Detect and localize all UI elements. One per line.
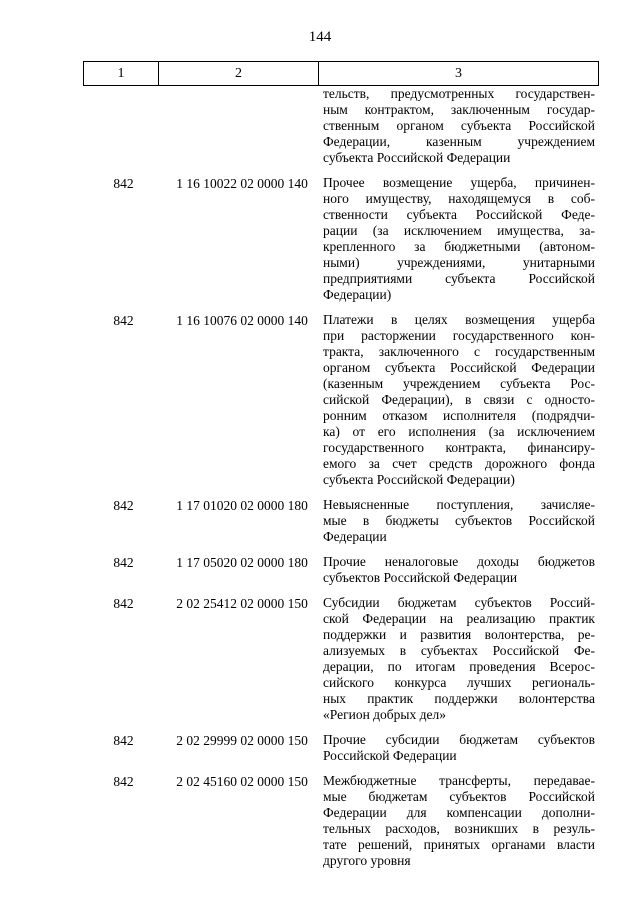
description-line: тельных расходов, возникших в резуль- (323, 821, 595, 836)
description-line: Платежи в целях возмещения ущерба (323, 312, 595, 327)
admin-code-cell: 842 (113, 498, 134, 513)
description-line: ка) от его исполнения (за исключением (323, 424, 595, 439)
description-line: емого за счет средств дорожного фонда (323, 456, 595, 471)
budget-code-cell: 1 17 05020 02 0000 180 (176, 555, 308, 570)
admin-code-cell: 842 (113, 596, 134, 611)
table-header (83, 61, 599, 86)
description-cell (323, 497, 595, 545)
description-line: Прочие субсидии бюджетам субъектов (323, 732, 595, 747)
description-line: ственности субъекта Российской Феде- (323, 207, 595, 222)
column-header-2: 2 (159, 62, 319, 85)
description-line: Российской Федерации (323, 748, 457, 763)
description-line: Межбюджетные трансферты, передавае- (323, 773, 595, 788)
description-line: Невыясненные поступления, зачисляе- (323, 497, 595, 512)
description-line: мые в бюджеты субъектов Российской (323, 513, 595, 528)
description-line: сийского конкурса лучших региональ- (323, 675, 595, 690)
description-line: ской Федерации на реализацию практик (323, 611, 595, 626)
table-row (83, 732, 599, 764)
table-row (83, 86, 599, 166)
table-row (83, 554, 599, 586)
budget-code-cell: 2 02 25412 02 0000 150 (176, 596, 308, 611)
description-line: субъекта Российской Федерации) (323, 472, 515, 487)
description-line: ных практик поддержки волонтерства (323, 691, 595, 706)
budget-code-cell: 2 02 45160 02 0000 150 (176, 774, 308, 789)
admin-code-cell: 842 (113, 176, 134, 191)
table-row (83, 773, 599, 869)
description-line: тракта, заключенного с государственным (323, 344, 595, 359)
description-line: Федерации) (323, 287, 392, 302)
description-line: органом субъекта Российской Федерации (323, 360, 595, 375)
description-line: Прочие неналоговые доходы бюджетов (323, 554, 595, 569)
description-line: ронним отказом исполнителя (подрядчи- (323, 408, 595, 423)
table-row (83, 312, 599, 488)
column-header-1: 1 (84, 62, 159, 85)
description-line: при расторжении государственного кон- (323, 328, 595, 343)
admin-code-cell: 842 (113, 733, 134, 748)
description-line: «Регион добрых дел» (323, 707, 446, 722)
description-line: Субсидии бюджетам субъектов Россий- (323, 595, 595, 610)
description-line: ного имуществу, находящемуся в соб- (323, 191, 595, 206)
table-row (83, 175, 599, 303)
description-line: другого уровня (323, 853, 411, 868)
description-line: ственным органом субъекта Российской (323, 118, 595, 133)
description-line: дерации, по итогам проведения Всерос- (323, 659, 595, 674)
admin-code-cell: 842 (113, 313, 134, 328)
budget-code-cell: 1 17 01020 02 0000 180 (176, 498, 308, 513)
budget-code-cell: 1 16 10076 02 0000 140 (176, 313, 308, 328)
budget-code-cell: 1 16 10022 02 0000 140 (176, 176, 308, 191)
description-line: ными) учреждениями, унитарными (323, 255, 595, 270)
budget-code-cell: 2 02 29999 02 0000 150 (176, 733, 308, 748)
budget-code-cell (158, 86, 318, 87)
description-cell (323, 773, 595, 869)
description-line: ным контрактом, заключенным государ- (323, 102, 595, 117)
description-line: государственного контракта, финансиру- (323, 440, 595, 455)
description-line: поддержки и развития волонтерства, ре- (323, 627, 595, 642)
description-line: субъектов Российской Федерации (323, 570, 518, 585)
description-line: рации (за исключением имущества, за- (323, 223, 595, 238)
description-line: Федерации для компенсации дополни- (323, 805, 595, 820)
admin-code-cell: 842 (113, 774, 134, 789)
admin-code-cell: 842 (113, 555, 134, 570)
page-number: 144 (308, 29, 332, 45)
admin-code-cell (83, 86, 158, 87)
column-header-3: 3 (455, 66, 462, 81)
table-row (83, 595, 599, 723)
description-cell (323, 312, 595, 488)
description-line: Федерации, казенным учреждением (323, 134, 595, 149)
description-cell (323, 595, 595, 723)
table-row (83, 497, 599, 545)
description-line: субъекта Российской Федерации (323, 150, 511, 165)
description-line: Федерации (323, 529, 387, 544)
description-cell (323, 554, 595, 586)
description-cell (323, 175, 595, 303)
description-line: тельств, предусмотренных государствен- (323, 86, 595, 101)
description-line: тате решений, принятых органами власти (323, 837, 595, 852)
description-cell (323, 732, 595, 764)
description-line: мые бюджетам субъектов Российской (323, 789, 595, 804)
table-body (83, 86, 599, 869)
description-line: предприятиями субъекта Российской (323, 271, 595, 286)
description-line: ализуемых в субъектах Российской Фе- (323, 643, 595, 658)
description-line: Прочее возмещение ущерба, причинен- (323, 175, 595, 190)
description-line: крепленного за бюджетными (автоном- (323, 239, 595, 254)
description-line: (казенным учреждением субъекта Рос- (323, 376, 595, 391)
description-cell (323, 86, 595, 166)
description-line: сийской Федерации), в связи с односто- (323, 392, 595, 407)
